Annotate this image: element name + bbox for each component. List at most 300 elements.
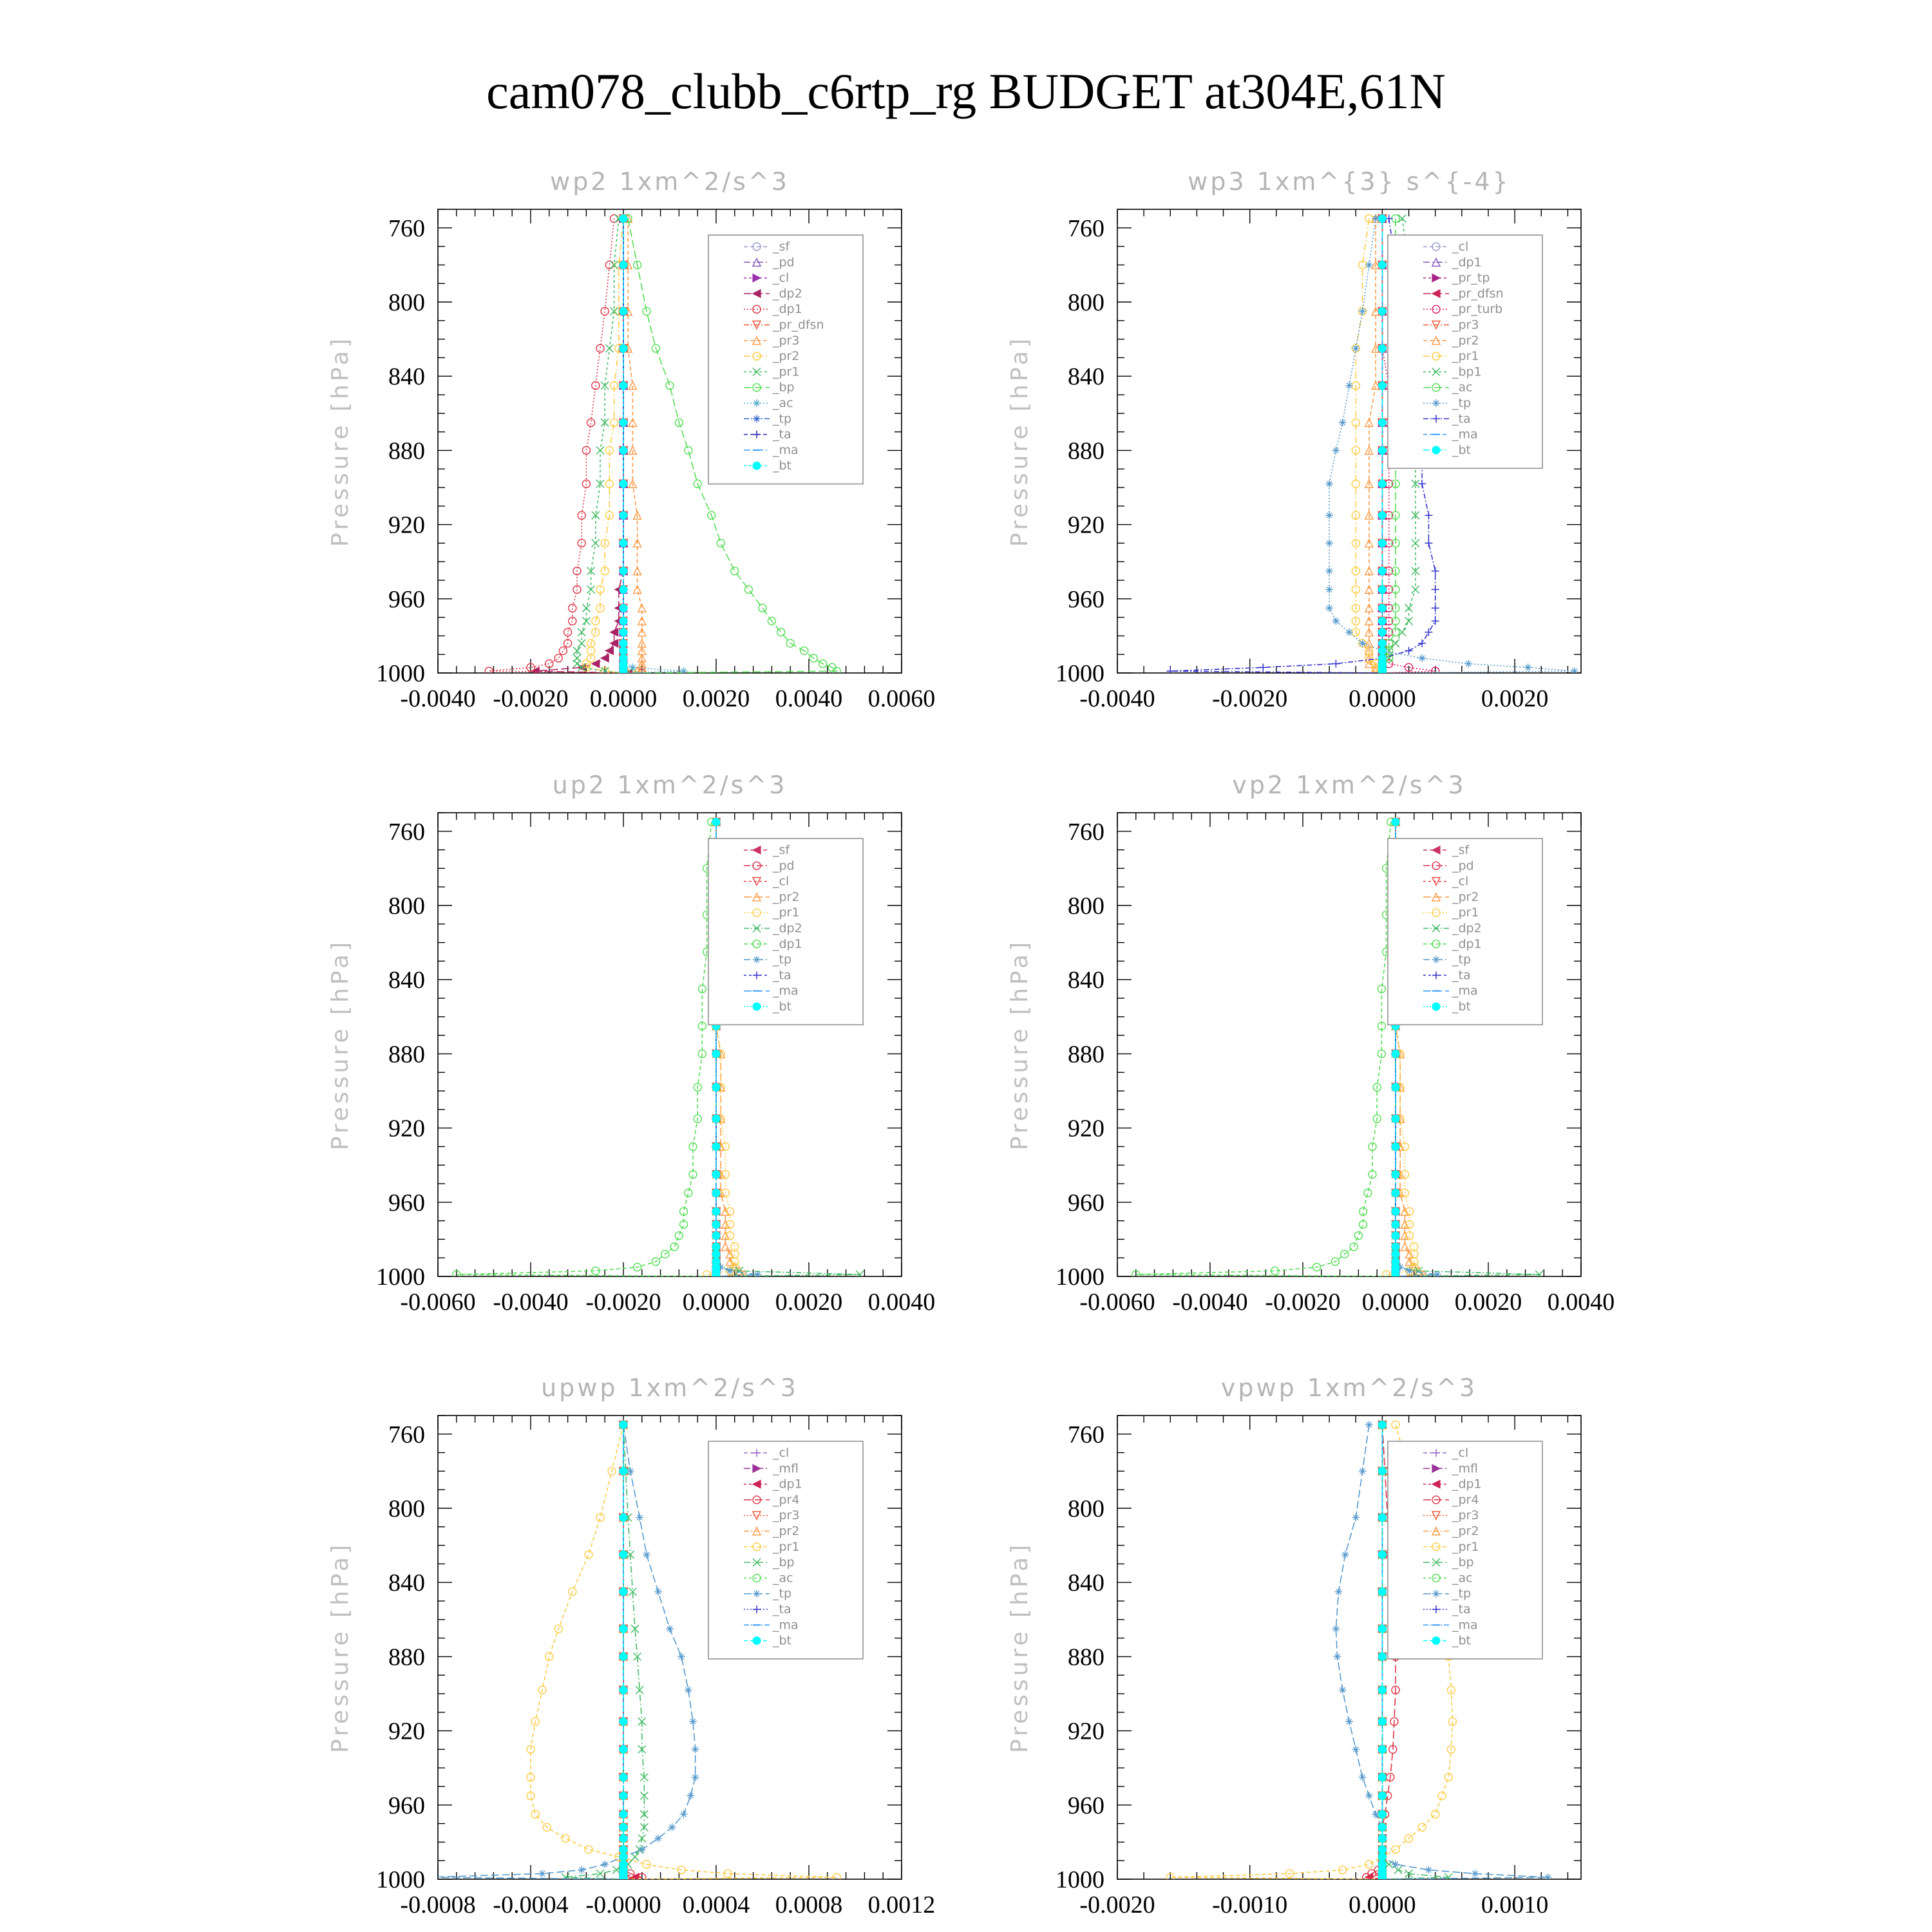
data-point_bt xyxy=(620,511,627,519)
data-point_tp xyxy=(1418,654,1426,662)
y-axis-label: Pressure [hPa] xyxy=(1007,1541,1033,1754)
data-point_bt xyxy=(1378,567,1386,575)
data-point_tp xyxy=(680,1810,688,1818)
data-point_bp xyxy=(631,1853,639,1861)
data-point_pr1 xyxy=(592,539,600,547)
data-point_pr1 xyxy=(1365,1861,1373,1868)
y-tick-label: 760 xyxy=(1068,1421,1104,1448)
data-point_bt xyxy=(1392,1273,1399,1280)
data-point_bt xyxy=(1392,1115,1399,1122)
data-point_ta xyxy=(1425,539,1432,547)
legend-label: _pr2 xyxy=(773,1524,800,1539)
series-line_dp1 xyxy=(1136,822,1396,1276)
legend-label: _pr2 xyxy=(1452,1524,1479,1539)
data-point_dp1 xyxy=(564,629,572,636)
legend-label: _ma xyxy=(1452,427,1478,442)
y-tick-label: 920 xyxy=(1068,511,1104,539)
data-point_bt xyxy=(1378,214,1386,222)
data-point_dp1 xyxy=(1364,1189,1372,1197)
data-point_ta xyxy=(1432,617,1439,625)
data-point_ta xyxy=(1418,639,1426,647)
data-point_bt xyxy=(620,585,627,593)
data-point_bt xyxy=(712,1208,720,1215)
series-line_pr3 xyxy=(628,218,642,673)
data-point_tp xyxy=(1325,567,1333,575)
legend-label: _bt xyxy=(773,1633,792,1648)
data-point_bp xyxy=(666,382,674,390)
data-point_ta xyxy=(1425,511,1432,519)
legend-label: _bp xyxy=(773,1555,795,1570)
data-point_tp xyxy=(636,1513,643,1521)
legend-label: _pr3 xyxy=(773,333,800,348)
y-tick-label: 840 xyxy=(388,363,425,391)
legend-label: _ma xyxy=(773,442,799,457)
data-point_tp xyxy=(1332,446,1340,454)
data-point_tp xyxy=(1571,667,1578,675)
data-point_bt xyxy=(1378,1853,1386,1861)
data-point_pr1 xyxy=(578,639,585,647)
x-tick-label: 0.0040 xyxy=(1547,1289,1615,1316)
data-point_bt xyxy=(712,1115,720,1122)
data-point_bt xyxy=(620,419,627,426)
legend-label: _ma xyxy=(1452,983,1478,998)
x-tick-label: -0.0060 xyxy=(1079,1289,1155,1316)
y-tick-label: 880 xyxy=(388,437,425,465)
legend-label: _tp xyxy=(773,412,792,426)
data-point_bt xyxy=(712,1189,720,1197)
y-tick-label: 920 xyxy=(388,1115,425,1142)
series-line_tp xyxy=(426,1425,696,1879)
data-point_bt xyxy=(1378,1846,1386,1853)
x-tick-label: 0.0000 xyxy=(1349,685,1416,712)
legend-label: _pr1 xyxy=(773,365,800,379)
y-tick-label: 880 xyxy=(1068,1041,1104,1068)
data-point_pr1 xyxy=(573,660,581,668)
y-tick-label: 880 xyxy=(1068,437,1104,465)
data-point_bt xyxy=(1392,1189,1399,1197)
data-point_bt xyxy=(620,446,627,454)
data-point_bt xyxy=(1378,585,1386,593)
data-point_tp xyxy=(1325,604,1333,612)
data-point_ta xyxy=(1418,480,1426,488)
data-point_bt xyxy=(1378,345,1386,352)
data-point_bt xyxy=(620,1774,627,1781)
data-point_bt xyxy=(620,1823,627,1831)
legend-label: _pd xyxy=(773,858,795,873)
data-point_bt xyxy=(620,1686,627,1694)
data-point_tp xyxy=(643,1551,650,1558)
data-point_bt xyxy=(620,480,627,488)
data-point_tp xyxy=(578,1866,585,1874)
legend-label: _ta xyxy=(1452,1602,1471,1616)
x-tick-label: -0.0010 xyxy=(1212,1891,1288,1918)
x-tick-label: -0.0040 xyxy=(400,685,476,712)
legend-label: _pr2 xyxy=(1452,333,1479,348)
data-point_bt xyxy=(712,818,720,826)
legend-label: _pr_dfsn xyxy=(1452,286,1504,301)
legend-label: _ma xyxy=(773,1618,799,1633)
y-axis-label: Pressure [hPa] xyxy=(327,335,354,547)
y-tick-label: 920 xyxy=(388,1718,425,1745)
data-point_tp xyxy=(1339,419,1347,426)
data-point_tp xyxy=(1359,1467,1367,1475)
data-point_bt xyxy=(620,1653,627,1660)
legend xyxy=(708,235,863,484)
data-point_bt xyxy=(712,1083,720,1091)
data-point_tp xyxy=(692,1745,699,1753)
data-point_bt xyxy=(1378,639,1386,647)
y-tick-label: 960 xyxy=(1068,1189,1104,1217)
y-tick-label: 960 xyxy=(1068,1792,1104,1819)
series-line_pr2 xyxy=(586,218,623,673)
data-point_dp1 xyxy=(559,647,567,654)
legend-label: _sf xyxy=(773,843,790,857)
legend-label: _pr1 xyxy=(773,1539,800,1554)
y-axis-label: Pressure [hPa] xyxy=(327,938,354,1151)
x-tick-label: -0.0020 xyxy=(1265,1289,1341,1316)
data-point_tp xyxy=(1365,1421,1373,1428)
legend-label: _sf xyxy=(773,240,790,254)
x-tick-label: 0.0010 xyxy=(1481,1891,1549,1918)
data-point_bt xyxy=(620,1718,627,1725)
data-point_bt xyxy=(1392,1208,1399,1215)
legend-label: _pr_turb xyxy=(1452,302,1503,317)
legend-marker xyxy=(753,1637,761,1645)
data-point_pr1 xyxy=(1410,1243,1418,1251)
y-tick-label: 840 xyxy=(1068,967,1104,994)
data-point_pr1 xyxy=(611,261,618,269)
legend-label: _cl xyxy=(1452,1446,1469,1460)
data-point_bt xyxy=(712,1273,720,1280)
data-point_bt xyxy=(1378,261,1386,269)
data-point_tp xyxy=(1341,1551,1349,1558)
data-point_bt xyxy=(620,1467,627,1475)
data-point_bp1 xyxy=(1412,539,1419,547)
panel-title: vpwp 1xm^2/s^3 xyxy=(1220,1374,1478,1402)
data-point_tp xyxy=(601,1861,609,1868)
data-point_bt xyxy=(620,567,627,575)
data-point_ta xyxy=(1405,647,1413,654)
data-point_bt xyxy=(620,1810,627,1818)
data-point_bt xyxy=(1378,307,1386,315)
data-point_tp xyxy=(1325,511,1333,519)
y-tick-label: 880 xyxy=(388,1041,425,1068)
chart-panel-4 xyxy=(1007,771,1615,1316)
y-tick-label: 960 xyxy=(388,1792,425,1819)
figure-title: cam078_clubb_c6rtp_rg BUDGET at304E,61N xyxy=(486,63,1446,119)
data-point_bt xyxy=(1378,1467,1386,1475)
data-point_tp xyxy=(654,1588,662,1596)
data-point_bp xyxy=(717,539,724,547)
x-tick-label: 0.0060 xyxy=(867,685,936,712)
y-tick-label: 1000 xyxy=(1056,1264,1104,1291)
data-point_bt xyxy=(1378,647,1386,654)
data-point_tp xyxy=(1392,1861,1399,1868)
y-tick-label: 800 xyxy=(1068,893,1104,920)
legend-label: _pd xyxy=(773,255,795,270)
data-point_dp1 xyxy=(554,654,562,662)
data-point_bt xyxy=(620,1513,627,1521)
data-point_pr1 xyxy=(562,1835,569,1842)
y-axis-label: Pressure [hPa] xyxy=(1007,938,1033,1151)
legend-marker xyxy=(1432,1003,1440,1010)
legend-label: _cl xyxy=(773,874,790,889)
y-tick-label: 880 xyxy=(388,1643,425,1671)
data-point_ac xyxy=(680,667,688,675)
data-point_tp xyxy=(1325,585,1333,593)
x-tick-label: 0.0008 xyxy=(775,1891,843,1918)
data-point_bt xyxy=(1378,1835,1386,1842)
data-point_bt xyxy=(712,1250,720,1258)
data-point_bt xyxy=(1378,539,1386,547)
y-tick-label: 880 xyxy=(1068,1643,1104,1671)
data-point_tp xyxy=(1359,1774,1367,1781)
data-point_bt xyxy=(1378,1823,1386,1831)
data-point_tp xyxy=(1471,1870,1479,1877)
data-point_pr1 xyxy=(1432,1810,1439,1818)
data-point_bt xyxy=(1392,1243,1399,1251)
data-point_pr1 xyxy=(585,1846,592,1853)
legend-label: _dp2 xyxy=(773,286,802,301)
y-tick-label: 800 xyxy=(1068,1495,1104,1522)
legend-label: _mfl xyxy=(1452,1461,1478,1476)
data-point_bt xyxy=(1378,1718,1386,1725)
y-tick-label: 840 xyxy=(388,1569,425,1597)
y-tick-label: 800 xyxy=(1068,289,1104,316)
data-point_tp xyxy=(666,1625,674,1633)
chart-panel-6 xyxy=(1007,1374,1581,1918)
data-point_tp xyxy=(1325,480,1333,488)
legend-label: _pr4 xyxy=(1452,1492,1479,1507)
y-axis-label: Pressure [hPa] xyxy=(327,1541,354,1754)
data-point_bt xyxy=(1378,1625,1386,1633)
data-point_bt xyxy=(620,1588,627,1596)
data-point_tp xyxy=(677,1653,685,1660)
legend-label: _pr3 xyxy=(773,1508,800,1523)
data-point_pr1 xyxy=(596,446,604,454)
legend-label: _tp xyxy=(1452,1586,1472,1601)
data-point_pr1 xyxy=(731,1243,739,1251)
data-point_bt xyxy=(1378,1774,1386,1781)
data-point_ta xyxy=(1432,567,1439,575)
data-point_dp2 xyxy=(601,654,609,662)
data-point_tp xyxy=(1524,663,1532,671)
data-point_tp xyxy=(1464,660,1472,668)
data-point_bt xyxy=(712,1220,720,1228)
legend-label: _ac xyxy=(773,396,793,410)
data-point_tp xyxy=(1425,1866,1432,1874)
data-point_ta xyxy=(1425,629,1432,636)
data-point_bt xyxy=(1378,1513,1386,1521)
legend-label: _pr3 xyxy=(1452,317,1479,332)
data-point_tp xyxy=(1345,382,1353,390)
legend-label: _dp2 xyxy=(773,921,802,936)
y-tick-label: 760 xyxy=(1068,214,1104,242)
data-point_bt xyxy=(620,539,627,547)
data-point_tp xyxy=(685,1686,692,1694)
legend xyxy=(1388,1441,1542,1659)
data-point_pr1 xyxy=(545,1653,553,1660)
panel-title: upwp 1xm^2/s^3 xyxy=(541,1374,799,1402)
legend-label: _ta xyxy=(773,427,791,442)
data-point_pr1 xyxy=(582,604,590,612)
data-point_bt xyxy=(620,214,627,222)
panel-title: wp3 1xm^{3} s^{-4} xyxy=(1188,167,1511,196)
data-point_tp xyxy=(1335,1588,1343,1596)
x-tick-label: -0.0040 xyxy=(1079,685,1155,712)
data-point_bt xyxy=(620,345,627,352)
series-line_bp xyxy=(565,1425,644,1879)
panel-title: wp2 1xm^2/s^3 xyxy=(550,167,790,196)
y-tick-label: 760 xyxy=(388,818,425,846)
data-point_dp1 xyxy=(685,1189,692,1197)
legend-label: _dp1 xyxy=(773,1477,802,1492)
x-tick-label: 0.0012 xyxy=(867,1891,936,1918)
data-point_bt xyxy=(1378,1551,1386,1558)
data-point_bt xyxy=(1392,1250,1399,1258)
data-point_bt xyxy=(1392,1220,1399,1228)
data-point_bp xyxy=(777,629,785,636)
y-tick-label: 920 xyxy=(388,511,425,539)
data-point_bt xyxy=(620,1792,627,1799)
data-point_tp xyxy=(1544,1873,1552,1881)
legend-label: _ac xyxy=(1452,380,1473,395)
y-tick-label: 760 xyxy=(388,214,425,242)
y-tick-label: 920 xyxy=(1068,1115,1104,1142)
x-tick-label: 0.0000 xyxy=(682,1289,750,1316)
chart-panel-2 xyxy=(1007,167,1581,712)
legend-label: _ac xyxy=(1452,1571,1473,1586)
x-tick-label: 0.0000 xyxy=(1349,1891,1416,1918)
legend-label: _pr3 xyxy=(1452,1508,1479,1523)
data-point_ta xyxy=(1432,604,1439,612)
x-tick-label: 0.0020 xyxy=(1481,685,1549,712)
legend-marker xyxy=(753,1003,761,1010)
legend-label: _dp1 xyxy=(1452,255,1482,270)
y-tick-label: 1000 xyxy=(376,660,425,687)
legend-label: _ma xyxy=(773,983,799,998)
data-point_tp xyxy=(689,1718,697,1725)
data-point_tp xyxy=(1325,539,1333,547)
x-tick-label: 0.0040 xyxy=(867,1289,936,1316)
x-tick-label: -0.0020 xyxy=(1079,1891,1155,1918)
data-point_bt xyxy=(1378,446,1386,454)
y-tick-label: 920 xyxy=(1068,1718,1104,1745)
data-point_bt xyxy=(712,1050,720,1057)
data-point_tp xyxy=(1332,617,1340,625)
data-point_bt xyxy=(1378,1686,1386,1694)
data-point_bt xyxy=(620,629,627,636)
data-point_tp xyxy=(687,1792,694,1799)
x-tick-label: 0.0000 xyxy=(1361,1289,1430,1316)
legend-label: _dp2 xyxy=(1452,921,1482,936)
legend-label: _cl xyxy=(773,1446,790,1460)
data-point_pr1 xyxy=(585,1551,592,1558)
data-point_tp xyxy=(1345,1718,1353,1725)
x-tick-label: -0.0020 xyxy=(493,685,569,712)
data-point_bt xyxy=(620,1835,627,1842)
data-point_bt xyxy=(1392,1050,1399,1057)
data-point_bt xyxy=(620,639,627,647)
data-point_bt xyxy=(1378,1792,1386,1799)
data-point_bt xyxy=(620,382,627,390)
y-tick-label: 840 xyxy=(1068,363,1104,391)
data-point_pr1 xyxy=(587,585,595,593)
legend-label: _pr1 xyxy=(1452,1539,1479,1554)
legend-label: _cl xyxy=(773,270,790,285)
legend-label: _cl xyxy=(1452,874,1469,889)
legend-label: _tp xyxy=(773,1586,792,1601)
data-point_bp xyxy=(731,567,739,575)
legend-label: _pd xyxy=(1452,858,1474,873)
legend xyxy=(708,838,863,1025)
data-point_bt xyxy=(620,647,627,654)
data-point_tp xyxy=(692,1774,699,1781)
data-point_tp xyxy=(1333,1653,1341,1660)
legend-label: _tp xyxy=(1452,396,1472,410)
data-point_bt xyxy=(1378,604,1386,612)
legend-label: _pr1 xyxy=(773,905,800,920)
data-point_bt xyxy=(1378,1653,1386,1660)
data-point_bt xyxy=(1378,511,1386,519)
x-tick-label: 0.0020 xyxy=(1454,1289,1522,1316)
data-point_dp1 xyxy=(587,419,595,426)
panel-title: vp2 1xm^2/s^3 xyxy=(1232,771,1466,799)
data-point_dp1 xyxy=(670,1243,678,1251)
legend-label: _dp1 xyxy=(1452,1477,1482,1492)
data-point_bt xyxy=(1378,669,1386,677)
legend-label: _bt xyxy=(1452,442,1472,457)
x-tick-label: -0.0020 xyxy=(1212,685,1288,712)
data-point_bp xyxy=(638,1835,646,1842)
legend-label: _bp1 xyxy=(1452,365,1482,379)
legend xyxy=(1388,235,1542,468)
y-tick-label: 1000 xyxy=(1056,1866,1104,1893)
legend-marker xyxy=(1432,1637,1440,1645)
data-point_bt xyxy=(620,1625,627,1633)
legend-label: _ta xyxy=(1452,412,1471,426)
chart-panel-3 xyxy=(327,771,935,1316)
legend-label: _pr4 xyxy=(773,1492,800,1507)
data-point_bt xyxy=(712,1243,720,1251)
legend-label: _pr1 xyxy=(1452,349,1479,364)
data-point_ta xyxy=(1432,585,1439,593)
data-point_ta xyxy=(1332,660,1340,668)
data-point_pr1 xyxy=(596,1513,604,1521)
legend-label: _dp1 xyxy=(773,936,802,951)
legend-label: _pr1 xyxy=(1452,905,1479,920)
legend-label: _ma xyxy=(1452,1618,1478,1633)
y-tick-label: 1000 xyxy=(1056,660,1104,687)
data-point_dp1 xyxy=(569,604,576,612)
y-axis-label: Pressure [hPa] xyxy=(1007,335,1033,547)
data-point_bt xyxy=(1392,1142,1399,1150)
y-tick-label: 800 xyxy=(388,893,425,920)
x-tick-label: 0.0040 xyxy=(775,685,843,712)
data-point_bp xyxy=(744,585,752,593)
data-point_bt xyxy=(620,1853,627,1861)
legend-label: _tp xyxy=(773,952,792,967)
data-point_bt xyxy=(1378,1875,1386,1883)
y-tick-label: 960 xyxy=(388,585,425,613)
y-tick-label: 1000 xyxy=(376,1264,425,1291)
data-point_bp xyxy=(685,446,692,454)
y-tick-label: 840 xyxy=(1068,1569,1104,1597)
data-point_bt xyxy=(1392,1083,1399,1091)
series-line_dp1 xyxy=(457,822,716,1276)
legend-label: _pr_tp xyxy=(1452,270,1490,285)
data-point_ta xyxy=(1259,663,1267,671)
